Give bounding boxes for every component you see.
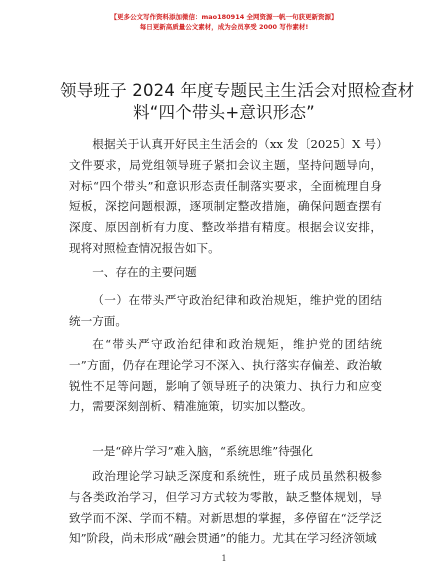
point-heading: 一是“碎片学习”难入脑，“系统思维”待强化 xyxy=(92,444,313,458)
body-paragraph: 政治理论学习缺乏深度和系统性，班子成员虽然积极参与各类政治学习，但学习方式较为零散，缺乏整体规划，导致学而不深、学而不精。对新思想的掌握，多停留在“泛学泛知”阶段，尚未形成“融会贯通”的能力。尤其在学习经济领域 xyxy=(69,469,382,546)
page-number: 1 xyxy=(221,554,227,563)
promo-banner-line-1: 【更多公文写作资料添加微信：mao180914 全网资源一帆一句获更新资源】 xyxy=(110,13,338,21)
document-title-line-2: 料“四个带头+意识形态” xyxy=(133,103,315,122)
section-heading: 一、存在的主要问题 xyxy=(92,265,197,279)
subsection-heading: （一）在带头严守政治纪律和政治规矩，维护党的团结统一方面。 xyxy=(69,293,382,328)
promo-banner-line-2: 每日更新高质量公文素材，成为会员享受 2000 写作素材! xyxy=(139,23,309,31)
body-paragraph: 在“带头严守政治纪律和政治规矩，维护党的团结统一”方面，仍存在理论学习不深入、执行落实存偏差、政治敏锐性不足等问题，影响了领导班子的决策力、执行力和应变力，需要深刻剖析、精准施策，切实加以整改。 xyxy=(69,337,382,414)
document-title-line-1: 领导班子 2024 年度专题民主生活会对照检查材 xyxy=(60,81,415,100)
intro-paragraph: 根据关于认真开好民主生活会的（xx 发〔2025〕X 号）文件要求，局党组领导班子紧扣会议主题，坚持问题导向，对标“四个带头”和意识形态责任制落实要求，全面梳理自身短板，深挖问题根源，逐项制定整改措施，确保问题查摆有深度、原因剖析有力度、整改举措有精度。根据会议安排，现将对照检查情况报告如下。 xyxy=(69,137,382,255)
